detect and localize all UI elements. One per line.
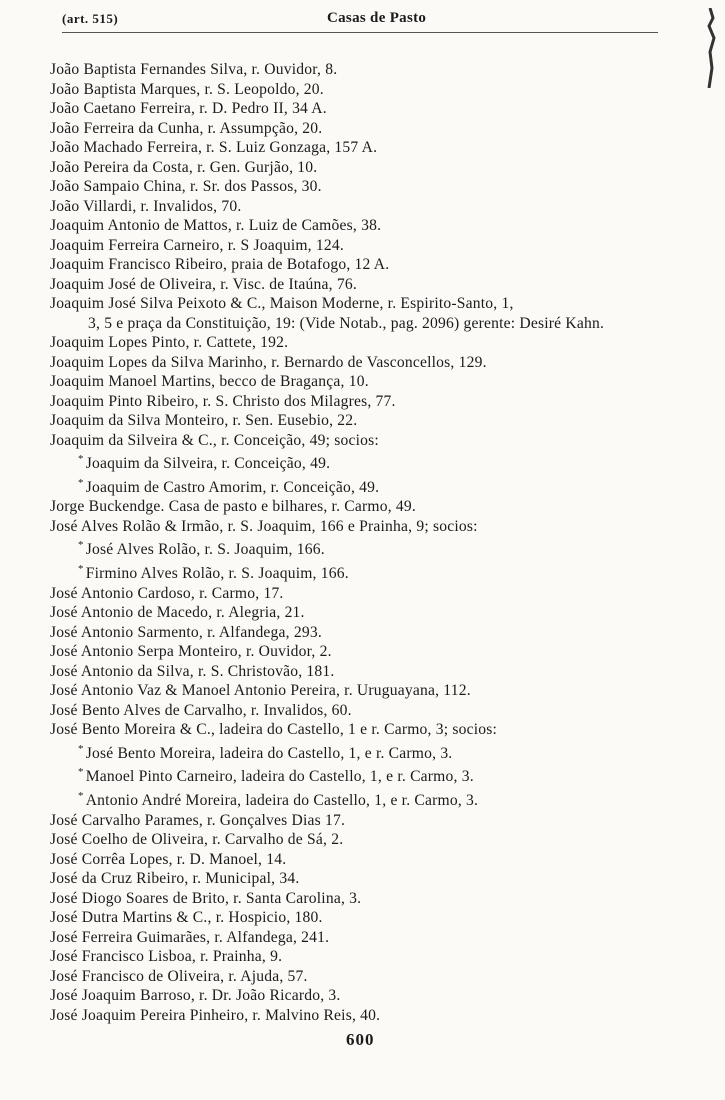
directory-entry [50, 411, 690, 431]
directory-entry [50, 236, 690, 256]
entry-text: José Antonio da Silva, r. S. Christovão, 181. [50, 662, 335, 680]
entry-text: João Baptista Marques, r. S. Leopoldo, 20. [50, 80, 324, 98]
directory-entry [50, 889, 690, 909]
entry-text: José Bento Moreira, ladeira do Castello, 1, e r. Carmo, 3. [85, 744, 453, 762]
entry-text: Jorge Buckendge. Casa de pasto e bilhares, r. Carmo, 49. [50, 498, 417, 516]
entry-continuation [50, 314, 690, 334]
directory-entry [50, 701, 690, 721]
directory-entry [50, 294, 690, 314]
directory-entry [50, 869, 690, 889]
entry-text: Joaquim da Silveira, r. Conceição, 49. [85, 455, 331, 473]
page-number: 600 [346, 1030, 375, 1049]
entry-text: José Bento Moreira & C., ladeira do Castello, 1 e r. Carmo, 3; socios: [50, 721, 498, 739]
directory-entry [50, 623, 690, 643]
entry-text: José da Cruz Ribeiro, r. Municipal, 34. [50, 870, 300, 888]
entry-text: Firmino Alves Rolão, r. S. Joaquim, 166. [85, 565, 349, 583]
partner-marker: * [78, 742, 84, 755]
page-title: Casas de Pasto [327, 10, 427, 26]
entry-text: José Coelho de Oliveira, r. Carvalho de Sá, 2. [50, 831, 344, 849]
directory-entry [50, 497, 690, 517]
page-header [62, 10, 658, 33]
entry-text: José Diogo Soares de Brito, r. Santa Carolina, 3. [50, 889, 362, 907]
entry-text: Joaquim Ferreira Carneiro, r. S Joaquim, 124. [50, 236, 344, 254]
directory-entry [50, 392, 690, 412]
entry-text: José Francisco Lisboa, r. Prainha, 9. [50, 948, 283, 966]
entry-text: Joaquim Lopes da Silva Marinho, r. Bernardo de Vasconcellos, 129. [50, 353, 487, 371]
entry-text: José Dutra Martins & C., r. Hospicio, 180. [50, 909, 323, 927]
entry-text: José Antonio Cardoso, r. Carmo, 17. [50, 584, 284, 602]
directory-entry [50, 158, 690, 178]
entry-text: Joaquim da Silveira & C., r. Conceição, 49; socios: [50, 431, 379, 449]
entry-text: João Baptista Fernandes Silva, r. Ouvidor, 8. [50, 61, 338, 78]
entry-text: José Ferreira Guimarães, r. Alfandega, 241. [50, 928, 330, 946]
directory-entry [50, 720, 690, 740]
partner-entry [50, 740, 690, 764]
directory-entry [50, 1006, 690, 1026]
partner-marker: * [78, 790, 84, 803]
directory-entry [50, 967, 690, 987]
entry-text: José Bento Alves de Carvalho, r. Invalidos, 60. [50, 701, 352, 719]
directory-entry [50, 138, 690, 158]
entry-text: João Ferreira da Cunha, r. Assumpção, 20. [50, 119, 323, 137]
entry-text: Manoel Pinto Carneiro, ladeira do Castello, 1, e r. Carmo, 3. [85, 768, 474, 786]
directory-entry [50, 216, 690, 236]
partner-marker: * [78, 453, 84, 465]
directory-entry [50, 80, 690, 100]
entry-text: José Corrêa Lopes, r. D. Manoel, 14. [50, 850, 287, 868]
entry-text: Joaquim Francisco Ribeiro, praia de Botafogo, 12 A. [50, 256, 390, 273]
directory-entry [50, 119, 690, 139]
directory-entry [50, 275, 690, 295]
entry-text: 3, 5 e praça da Constituição, 19: (Vide Notab., pag. 2096) gerente: Desiré Kahn. [88, 314, 605, 332]
entry-text: João Caetano Ferreira, r. D. Pedro II, 34 A. [50, 100, 327, 117]
entry-text: José Antonio Serpa Monteiro, r. Ouvidor, 2. [50, 643, 332, 661]
directory-entry [50, 947, 690, 967]
directory-entry [50, 662, 690, 682]
partner-entry [50, 450, 690, 474]
directory-entry [50, 908, 690, 928]
entry-text: João Sampaio China, r. Sr. dos Passos, 30. [50, 178, 322, 195]
partner-marker: * [78, 476, 84, 489]
page-edge-mark [703, 8, 717, 88]
directory-entry [50, 431, 690, 451]
directory-entry [50, 372, 690, 392]
directory-entry [50, 60, 690, 80]
partner-marker: * [78, 563, 84, 576]
directory-entry [50, 197, 690, 217]
entry-text: José Francisco de Oliveira, r. Ajuda, 57. [50, 967, 308, 985]
entry-text: José Antonio Vaz & Manoel Antonio Pereira, r. Uruguayana, 112. [50, 682, 471, 700]
entry-text: Joaquim José Silva Peixoto & C., Maison Moderne, r. Espirito-Santo, 1, [50, 295, 514, 312]
article-reference: (art. 515) [62, 11, 119, 26]
directory-entry [50, 353, 690, 373]
directory-entry [50, 584, 690, 604]
entry-text: João Pereira da Costa, r. Gen. Gurjão, 10. [50, 158, 318, 176]
partner-entry [50, 787, 690, 811]
partner-entry [50, 474, 690, 498]
directory-entry [50, 850, 690, 870]
entry-text: José Antonio Sarmento, r. Alfandega, 293. [50, 623, 322, 641]
entry-text: Joaquim Pinto Ribeiro, r. S. Christo dos Milagres, 77. [50, 392, 396, 410]
partner-entry [50, 763, 690, 787]
partner-marker: * [78, 766, 84, 779]
entry-text: João Villardi, r. Invalidos, 70. [50, 197, 242, 215]
directory-entry [50, 642, 690, 662]
entry-text: Joaquim José de Oliveira, r. Visc. de Itaúna, 76. [50, 275, 357, 293]
directory-entry [50, 517, 690, 537]
entry-list [50, 60, 690, 1025]
directory-entry [50, 928, 690, 948]
entry-text: Joaquim da Silva Monteiro, r. Sen. Eusebio, 22. [50, 412, 358, 429]
entry-text: José Alves Rolão & Irmão, r. S. Joaquim, 166 e Prainha, 9; socios: [50, 517, 478, 535]
entry-text: José Antonio de Macedo, r. Alegria, 21. [50, 604, 305, 622]
entry-text: José Carvalho Parames, r. Gonçalves Dias 17. [50, 811, 346, 829]
entry-text: José Joaquim Barroso, r. Dr. João Ricardo, 3. [50, 987, 341, 1005]
entry-text: Joaquim Lopes Pinto, r. Cattete, 192. [50, 334, 289, 351]
directory-entry [50, 986, 690, 1006]
entry-text: José Joaquim Pereira Pinheiro, r. Malvino Reis, 40. [50, 1006, 381, 1024]
directory-entry [50, 811, 690, 831]
directory-entry [50, 99, 690, 119]
entry-text: Joaquim Manoel Martins, becco de Bragança, 10. [50, 373, 369, 390]
directory-entry [50, 177, 690, 197]
partner-marker: * [78, 539, 84, 552]
directory-entry [50, 603, 690, 623]
partner-entry [50, 560, 690, 584]
entry-text: José Alves Rolão, r. S. Joaquim, 166. [85, 541, 325, 559]
directory-entry [50, 830, 690, 850]
entry-text: Joaquim Antonio de Mattos, r. Luiz de Camões, 38. [50, 217, 382, 234]
entry-text: Antonio André Moreira, ladeira do Castello, 1, e r. Carmo, 3. [85, 792, 479, 810]
entry-text: João Machado Ferreira, r. S. Luiz Gonzaga, 157 A. [50, 139, 378, 156]
entry-text: Joaquim de Castro Amorim, r. Conceição, 49. [85, 478, 380, 496]
directory-entry [50, 333, 690, 353]
directory-entry [50, 255, 690, 275]
directory-entry [50, 681, 690, 701]
partner-entry [50, 536, 690, 560]
